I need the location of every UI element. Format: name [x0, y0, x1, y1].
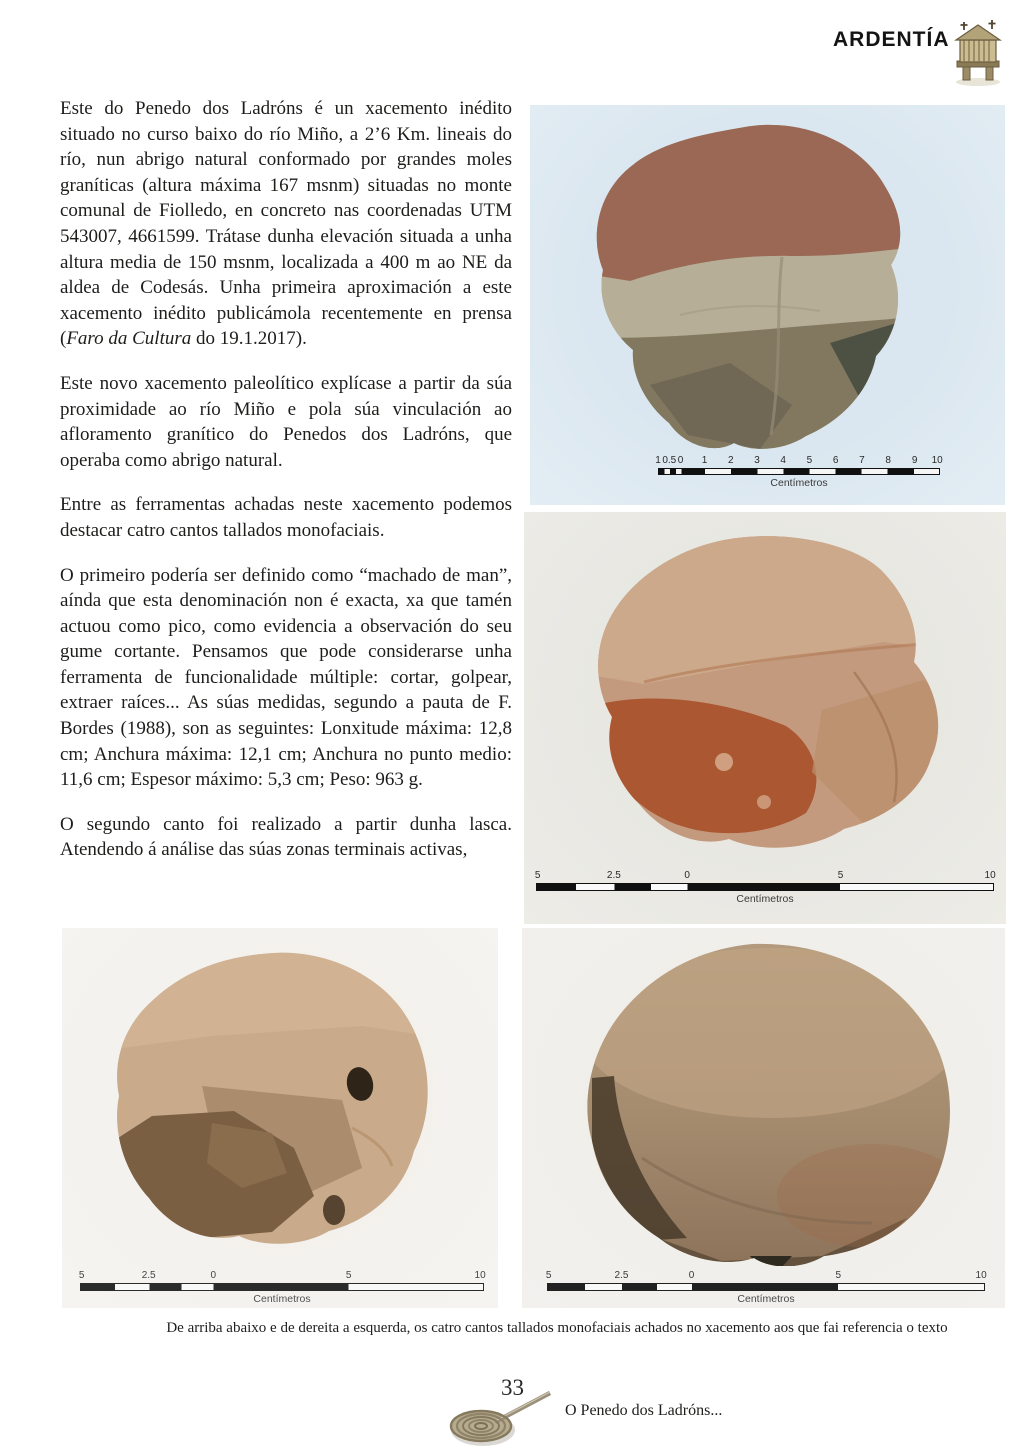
paragraph-1-end: do 19.1.2017). [191, 328, 307, 350]
scale-bar-1 [655, 455, 943, 489]
page-number: 33 [501, 1375, 524, 1400]
tick: 5 [837, 870, 844, 881]
paragraph-3: Entre as ferramentas achadas neste xacemento podemos destacar catro cantos tallados monofaciais. [60, 494, 512, 541]
article-text-column [60, 96, 512, 882]
scale-bar-2-ticks [536, 870, 994, 882]
journal-title: ARDENTÍA [833, 28, 950, 51]
tick: 9 [911, 455, 918, 466]
running-title: O Penedo dos Ladróns... [565, 1402, 723, 1419]
scale-bar-1-unit: Centímetros [770, 477, 828, 489]
tick: 1 [655, 455, 661, 466]
tick: 0 [210, 1270, 217, 1281]
tick: 5 [78, 1270, 85, 1281]
scale-bar-2-ruler [536, 883, 994, 891]
tick: 6 [832, 455, 839, 466]
paragraph-4: O primeiro podería ser definido como “machado de man”, aínda que esta denominación non é exacta, xa que tamén actuou como pico, como evidencia a observación do seu gume cortante. Pensamos que pode considerarse unha ferramenta de funcionalidade múltiple: cortar, golpear, extraer raíces... As súas medidas, segundo a pauta de F. Bordes (1988), son as seguintes: Lonxitude máxima: 12,8 cm; Anchura máxima: 12,1 cm; Anchura no punto medio: 11,6 cm; Espesor máximo: 5,3 cm; Peso: 963 g. [60, 564, 512, 791]
tick: 3 [754, 455, 760, 466]
tick: 5 [345, 1270, 352, 1281]
scale-bar-2-unit: Centímetros [736, 893, 794, 905]
stone-tool-photo-4 [522, 928, 1005, 1308]
tick: 10 [474, 1270, 486, 1281]
scale-bar-4-ticks [547, 1270, 985, 1282]
stone-tool-2-illustration [524, 512, 1006, 867]
tick: 2.5 [141, 1270, 156, 1281]
scale-bar-4-unit: Centímetros [737, 1293, 795, 1305]
tick: 2 [727, 455, 734, 466]
stone-tool-3-illustration [62, 928, 498, 1266]
scale-bar-3-ruler [80, 1283, 484, 1291]
tick: 7 [859, 455, 865, 466]
paragraph-5: O segundo canto foi realizado a partir dunha lasca. Atendendo á análise das súas zonas terminais activas, [60, 813, 512, 861]
tick: 0 [677, 455, 684, 466]
tick: 0.5 [662, 455, 677, 466]
tick: 2.5 [614, 1270, 629, 1281]
scale-bar-2 [536, 870, 994, 905]
scale-bar-3-unit: Centímetros [253, 1293, 311, 1305]
paragraph-1 [60, 96, 512, 352]
tick: 0 [688, 1270, 695, 1281]
tick: 4 [780, 455, 786, 466]
tick: 0 [684, 870, 690, 881]
tick: 2.5 [606, 870, 621, 881]
stone-tool-4-illustration [522, 928, 1005, 1266]
scale-bar-3 [80, 1270, 484, 1305]
tick: 10 [984, 870, 996, 881]
scale-bar-1-ticks [655, 455, 943, 467]
paragraph-1-italic-title: Faro da Cultura [66, 328, 192, 350]
tick: 5 [806, 455, 813, 466]
tick: 8 [885, 455, 891, 466]
paragraph-2: Este novo xacemento paleolítico explícase a partir da súa proximidade ao río Miño e pola súa vinculación ao afloramento granítico do Penedos dos Ladróns, que operaba como abrigo natural. [60, 372, 512, 471]
scale-bar-3-ticks [80, 1270, 484, 1282]
tick: 5 [835, 1270, 842, 1281]
stone-tool-photo-3 [62, 928, 498, 1308]
tick: 10 [975, 1270, 987, 1281]
stone-tool-photo-1 [530, 105, 1005, 505]
scale-bar-4-ruler [547, 1283, 985, 1291]
tick: 5 [545, 1270, 552, 1281]
horreo-granary-icon [950, 14, 1006, 88]
tick: 5 [534, 870, 541, 881]
stone-tool-1-illustration [530, 105, 1005, 450]
tick: 10 [931, 455, 943, 466]
scale-bar-1-ruler [658, 468, 940, 475]
stone-tool-photo-2 [524, 512, 1006, 924]
tick: 1 [701, 455, 708, 466]
paragraph-1-text: Este do Penedo dos Ladróns é un xacemento inédito situado no curso baixo do río Miño, a 2’6 Km. lineais do río, nun abrigo natural conformado por grandes moles graníticas (altura máxima 167 msnm) situadas no monte comunal de Fiolledo, en concreto nas coordenadas UTM 543007, 4661599. Trátase dunha elevación situada a unha altura media de 150 msnm, localizada a 400 m ao NE da aldea de Codesás. Unha primeira aproximación a este xacemento inédito publicámola recentemente en prensa ( [60, 98, 512, 350]
scale-bar-4 [547, 1270, 985, 1305]
rope-coil-icon [443, 1388, 555, 1448]
figure-caption: De arriba abaixo e de dereita a esquerda, os catro cantos tallados monofaciais achados no xacemento aos que fai referencia o texto [166, 1320, 948, 1336]
